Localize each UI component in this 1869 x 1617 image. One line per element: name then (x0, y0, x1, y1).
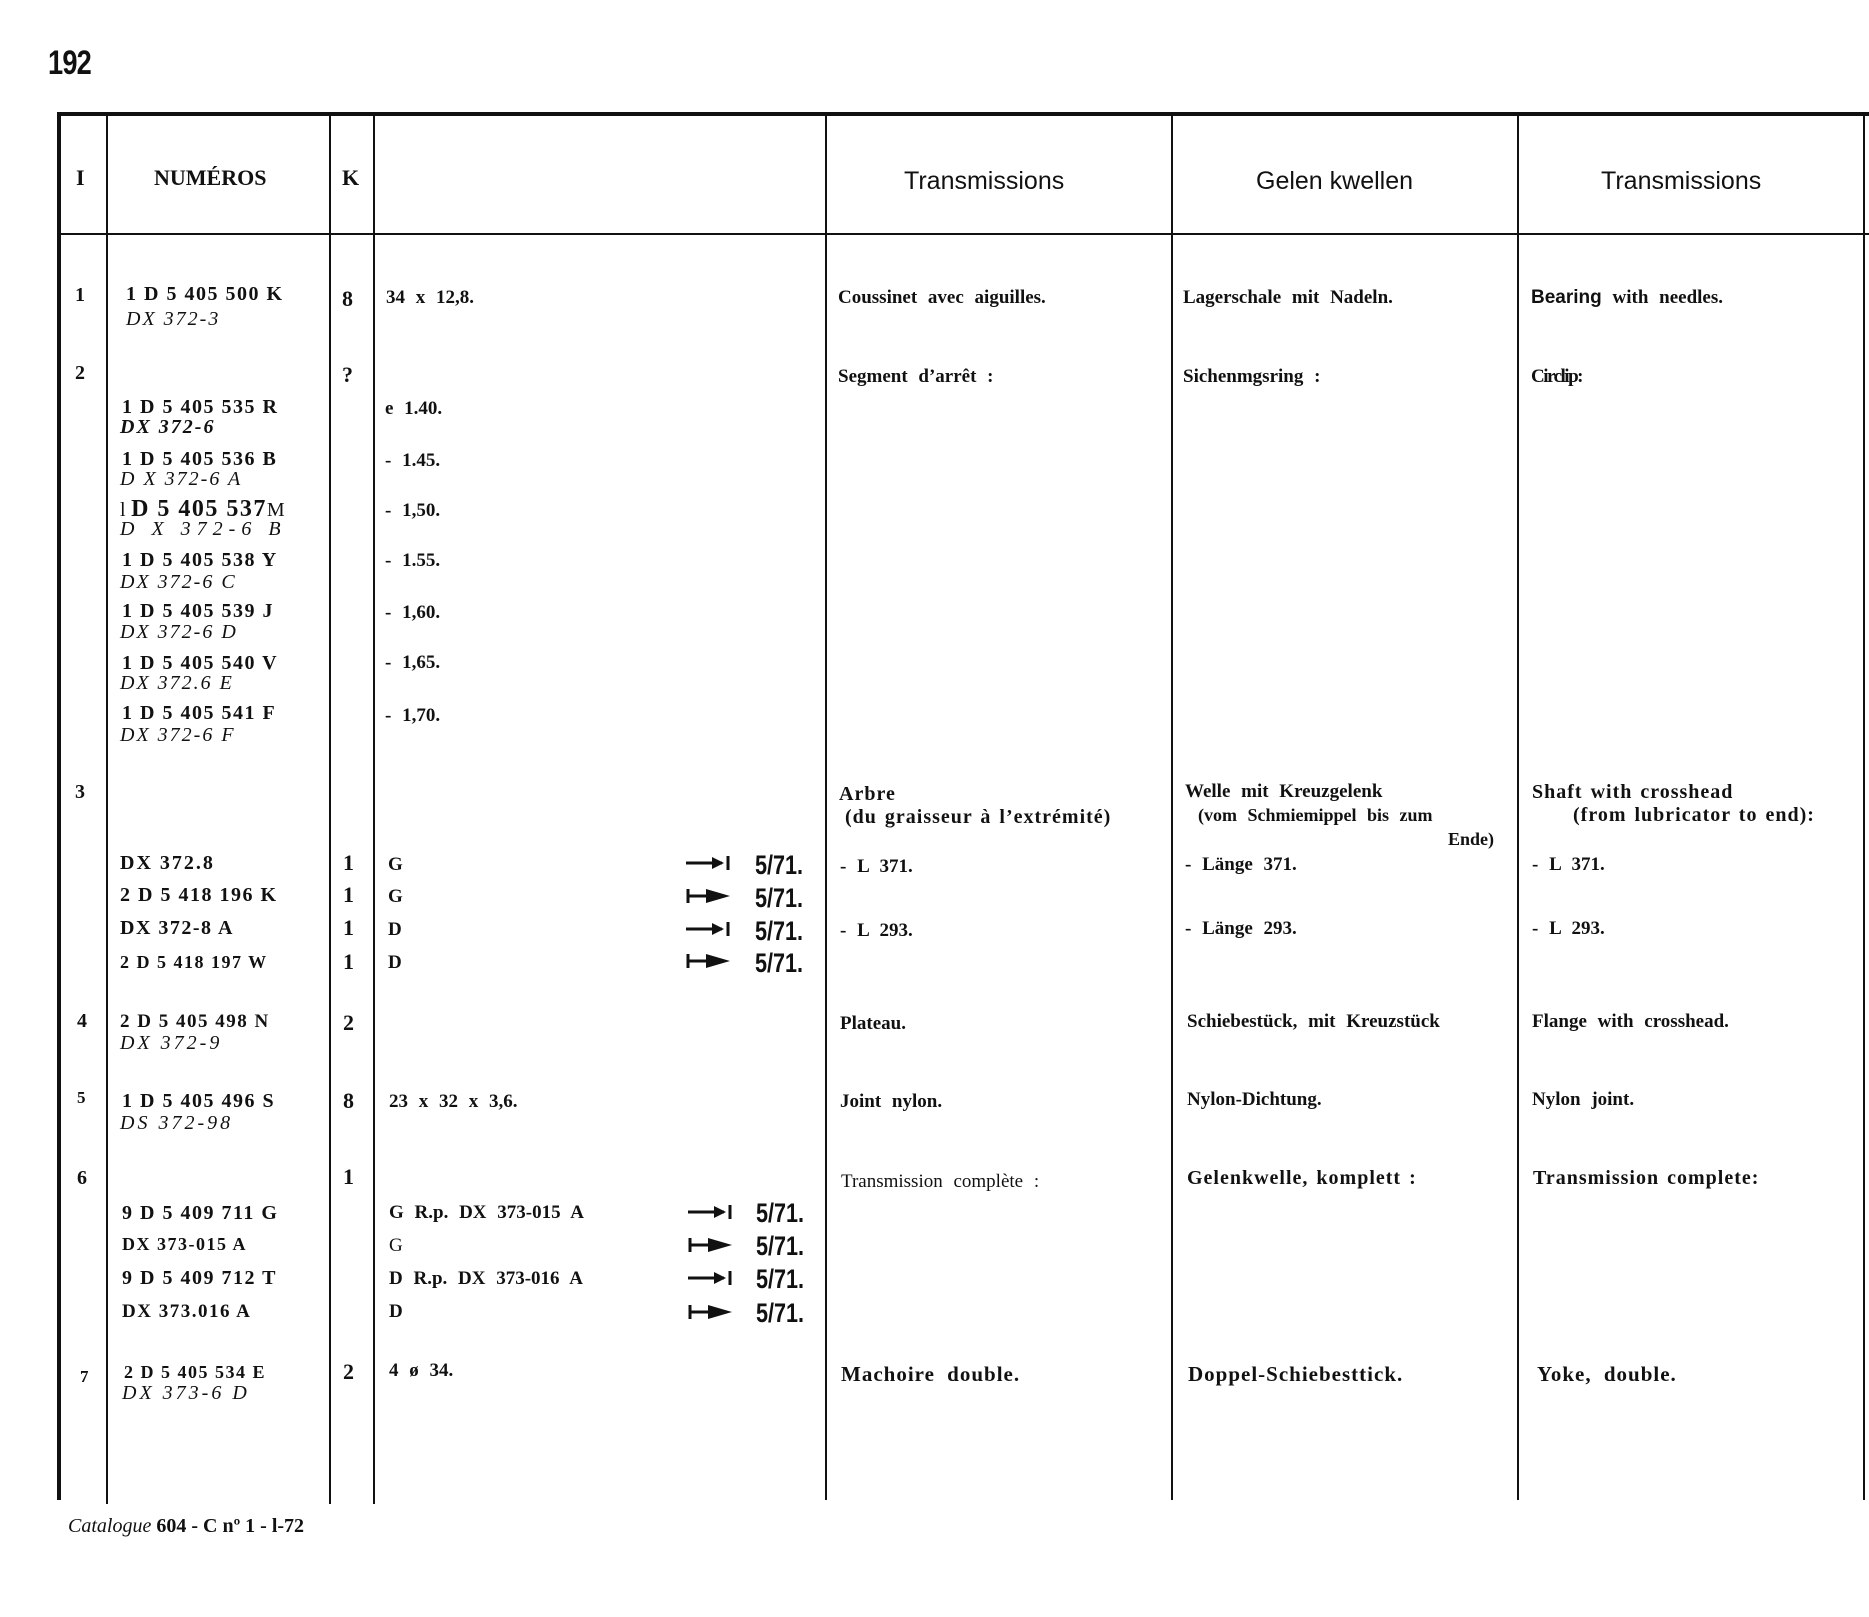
row-1-part-number: 1 D 5 405 500 K (126, 283, 284, 305)
row-2-item-2-ref: D X 372-6 A (120, 468, 243, 490)
row-2-item-3-number-c: M (266, 499, 287, 521)
row-2-item-1-ref: DX 372-6 (120, 416, 216, 438)
row-6-item-4-date: 5/71. (756, 1298, 805, 1328)
row-4-english: Flange with crosshead. (1532, 1011, 1729, 1032)
footer-catalogue-ref: 604 - C nº 1 - l-72 (156, 1515, 305, 1537)
row-2-item-7-number: 1 D 5 405 541 F (122, 702, 277, 724)
row-6-item-2-number: DX 373-015 A (122, 1234, 247, 1254)
row-7-k: 2 (343, 1359, 354, 1384)
row-3-item-1-k: 1 (343, 850, 354, 875)
row-1-english-a: Bearing (1531, 287, 1602, 308)
row-2-item-3-number-a: l (120, 499, 128, 521)
header-col-numeros: NUMÉROS (154, 165, 267, 190)
row-2-item-4-ref: DX 372-6 C (120, 571, 237, 593)
header-col-english: Transmissions (1601, 167, 1762, 195)
row-3-item-3-k: 1 (343, 915, 354, 940)
row-2-item-7-spec: - 1,70. (385, 705, 441, 726)
row-2-item-1-number: 1 D 5 405 535 R (122, 396, 279, 418)
row-1-english-b: with needles. (1612, 287, 1723, 308)
catalogue-footer (68, 1515, 304, 1538)
row-4-part-number: 2 D 5 405 498 N (120, 1011, 270, 1032)
row-5-index: 5 (77, 1088, 86, 1107)
row-3-german-3: Ende) (1448, 829, 1495, 849)
row-2-item-6-ref: DX 372.6 E (120, 672, 234, 694)
row-6-item-1-date: 5/71. (756, 1198, 805, 1228)
row-7-english: Yoke, double. (1537, 1362, 1677, 1386)
row-3-item-1-date: 5/71. (755, 850, 804, 880)
row-6-item-3-number: 9 D 5 409 712 T (122, 1267, 277, 1289)
row-6-item-4-number: DX 373.016 A (122, 1301, 252, 1322)
bar-arrow-right-icon (686, 887, 732, 905)
row-3-item-4-number: 2 D 5 418 197 W (120, 952, 268, 972)
row-1-index: 1 (75, 284, 85, 306)
row-4-german: Schiebestück, mit Kreuzstück (1187, 1011, 1440, 1032)
row-2-item-6-number: 1 D 5 405 540 V (122, 652, 279, 674)
row-1-french: Coussinet avec aiguilles. (838, 287, 1046, 308)
row-7-spec: 4 ø 34. (389, 1360, 454, 1381)
row-1-k: 8 (342, 286, 353, 311)
row-2-item-6-spec: - 1,65. (385, 652, 441, 673)
header-col-french: Transmissions (904, 167, 1065, 195)
row-5-k: 8 (343, 1088, 354, 1113)
row-6-item-3-date: 5/71. (756, 1264, 805, 1294)
col-divider-4 (825, 114, 827, 1500)
row-2-item-3-number-b: D 5 405 537 (131, 496, 267, 522)
row-3-german-l371: - Länge 371. (1185, 854, 1297, 875)
row-2-item-5-number: 1 D 5 405 539 J (122, 600, 274, 622)
row-3-item-2-date: 5/71. (755, 883, 804, 913)
header-col-k: K (342, 165, 360, 190)
row-3-item-4-k: 1 (343, 949, 354, 974)
row-1-german: Lagerschale mit Nadeln. (1183, 287, 1393, 308)
bar-arrow-right-icon (686, 952, 732, 970)
arrow-right-bar-icon (686, 920, 732, 938)
row-3-item-4-date: 5/71. (755, 948, 804, 978)
row-2-french: Segment d’arrêt : (838, 366, 994, 387)
row-3-item-4-spec: D (388, 952, 402, 973)
arrow-right-bar-icon (686, 854, 732, 872)
row-2-item-1-spec: e 1.40. (385, 398, 443, 419)
row-4-k: 2 (343, 1010, 354, 1035)
row-6-french: Transmission complète : (841, 1171, 1040, 1192)
row-2-item-2-number: 1 D 5 405 536 B (122, 448, 278, 470)
row-5-german: Nylon-Dichtung. (1187, 1089, 1322, 1110)
row-2-item-5-spec: - 1,60. (385, 602, 441, 623)
row-3-german-1: Welle mit Kreuzgelenk (1185, 781, 1383, 802)
row-2-item-2-spec: - 1.45. (385, 450, 441, 471)
col-divider-1 (106, 114, 108, 1504)
row-6-k: 1 (343, 1164, 354, 1189)
row-3-german-l293: - Länge 293. (1185, 918, 1297, 939)
bar-arrow-right-icon (688, 1236, 734, 1254)
row-2-english: Circlip: (1531, 366, 1582, 387)
row-5-part-number: 1 D 5 405 496 S (122, 1090, 276, 1112)
row-3-item-3-spec: D (388, 919, 402, 940)
col-divider-3 (373, 114, 375, 1504)
col-divider-5 (1171, 114, 1173, 1500)
row-3-english-l371: - L 371. (1532, 854, 1605, 875)
row-3-french-l371: - L 371. (840, 856, 913, 877)
row-5-french: Joint nylon. (840, 1091, 943, 1112)
row-1-spec: 34 x 12,8. (386, 287, 474, 308)
row-3-item-3-number: DX 372-8 A (120, 917, 234, 939)
row-7-index: 7 (80, 1367, 89, 1386)
row-3-german-2: (vom Schmiemippel bis zum (1198, 805, 1433, 825)
row-5-english: Nylon joint. (1532, 1089, 1635, 1110)
row-6-item-2-date: 5/71. (756, 1231, 805, 1261)
row-2-index: 2 (75, 362, 85, 384)
header-col-german: Gelen kwellen (1256, 167, 1414, 195)
bar-arrow-right-icon (688, 1303, 734, 1321)
page-number: 192 (48, 44, 91, 82)
row-2-item-4-number: 1 D 5 405 538 Y (122, 549, 278, 571)
row-2-german: Sichenmgsring : (1183, 366, 1321, 387)
row-3-item-1-spec: G (388, 854, 403, 875)
row-3-item-1-number: DX 372.8 (120, 852, 215, 874)
row-3-item-2-k: 1 (343, 882, 354, 907)
row-6-item-1-spec: G R.p. DX 373-015 A (389, 1202, 585, 1223)
row-3-french-1: Arbre (839, 783, 896, 805)
arrow-right-bar-icon (688, 1203, 734, 1221)
row-2-item-5-ref: DX 372-6 D (120, 621, 238, 643)
arrow-right-bar-icon (688, 1269, 734, 1287)
row-5-ref: DS 372-98 (120, 1112, 234, 1134)
row-3-english-2: (from lubricator to end): (1573, 804, 1815, 826)
row-3-item-2-number: 2 D 5 418 196 K (120, 884, 278, 906)
header-col-i: I (76, 165, 85, 190)
row-7-french: Machoire double. (841, 1362, 1021, 1386)
footer-catalogue-label: Catalogue (68, 1515, 152, 1537)
row-7-part-number: 2 D 5 405 534 E (124, 1362, 267, 1382)
row-3-english-1: Shaft with crosshead (1532, 781, 1734, 803)
row-6-item-2-spec: G (389, 1235, 403, 1256)
row-2-item-4-spec: - 1.55. (385, 550, 441, 571)
row-3-item-3-date: 5/71. (755, 916, 804, 946)
row-2-item-7-ref: DX 372-6 F (120, 724, 236, 746)
row-6-item-3-spec: D R.p. DX 373-016 A (389, 1268, 583, 1289)
table-left-border (57, 114, 61, 1500)
row-4-french: Plateau. (840, 1013, 906, 1034)
row-7-ref: DX 373-6 D (122, 1382, 250, 1404)
row-3-index: 3 (75, 781, 85, 803)
col-divider-7 (1863, 114, 1865, 1500)
row-6-german: Gelenkwelle, komplett : (1187, 1167, 1417, 1189)
row-2-item-3-spec: - 1,50. (385, 500, 441, 521)
row-3-item-2-spec: G (388, 886, 403, 907)
row-7-german: Doppel-Schiebesttick. (1188, 1362, 1404, 1386)
row-6-index: 6 (77, 1167, 87, 1189)
row-3-english-l293: - L 293. (1532, 918, 1605, 939)
row-1-ref: DX 372-3 (126, 308, 221, 330)
col-divider-6 (1517, 114, 1519, 1500)
row-3-french-l293: - L 293. (840, 920, 913, 941)
row-6-english: Transmission complete: (1533, 1167, 1760, 1189)
col-divider-2 (329, 114, 331, 1504)
row-3-french-2: (du graisseur à l’extrémité) (845, 806, 1112, 828)
row-4-ref: DX 372-9 (120, 1032, 223, 1054)
row-2-k: ? (342, 362, 353, 387)
row-4-index: 4 (77, 1010, 87, 1032)
row-6-item-1-number: 9 D 5 409 711 G (122, 1202, 279, 1224)
row-6-item-4-spec: D (389, 1301, 403, 1322)
row-1-english (1531, 287, 1723, 309)
row-2-item-3-ref: D X 372-6 B (120, 518, 287, 540)
row-5-spec: 23 x 32 x 3,6. (389, 1091, 518, 1112)
